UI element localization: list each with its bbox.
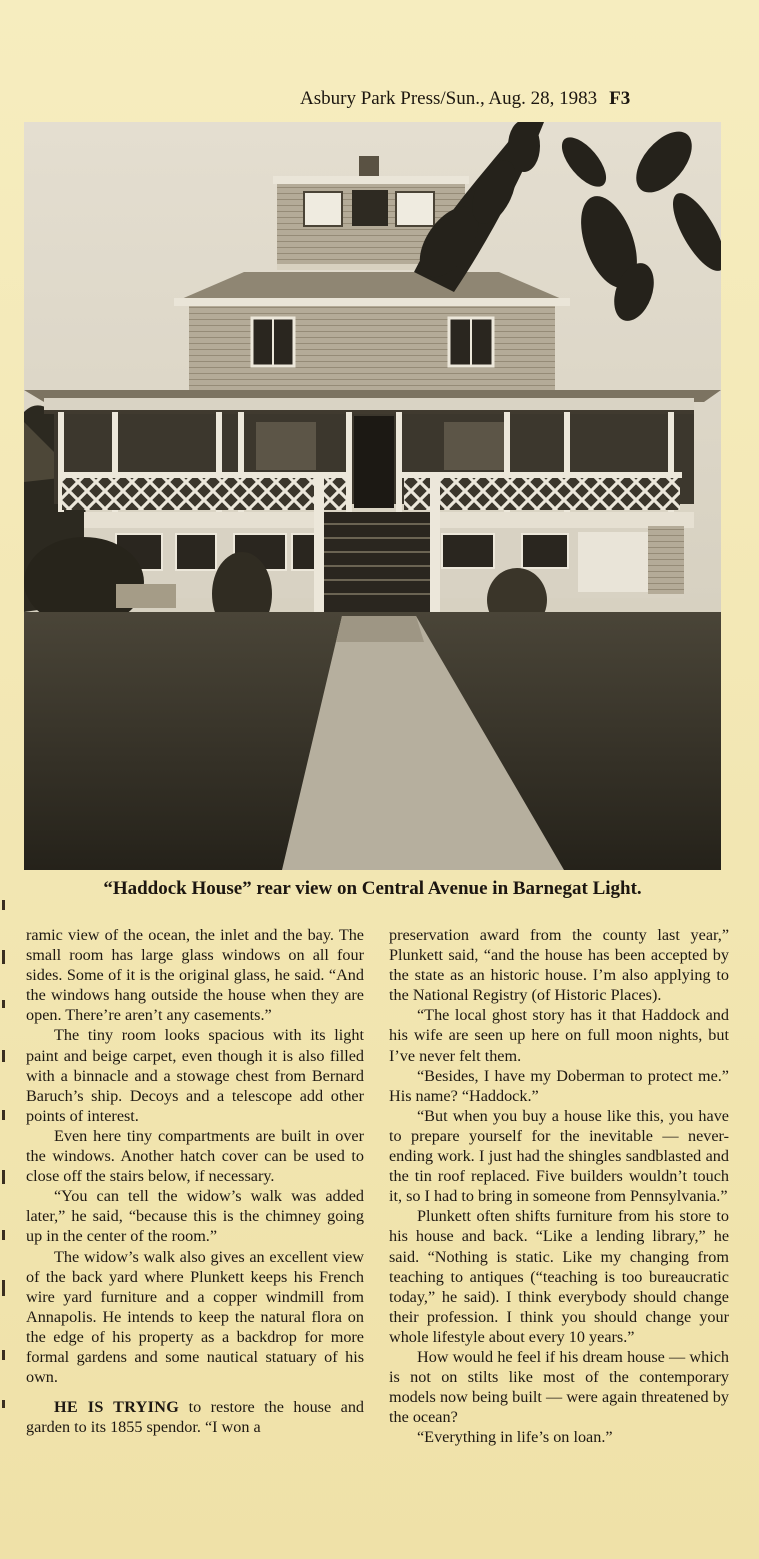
article-paragraph: Plunkett often shifts furniture from his store to his house and back. “Like a lending library,” he said. “Nothing is static. Like my changing from teaching to antiques (“teaching is too bureaucratic today,” he said). I think everybody should change their profession. I think you should change your whole lifestyle about every 10 years.” — [389, 1207, 729, 1346]
article-paragraph: preservation award from the county last year,” Plunkett said, “and the house has been accepted by the state as an historic house. I’m also applying to the National Registry (of Historic Places). — [389, 926, 729, 1005]
article-paragraph: The widow’s walk also gives an excellent view of the back yard where Plunkett keeps his French wire yard furniture and a copper windmill from Annapolis. He intends to keep the natural flora on the edge of his property as a backdrop for more formal gardens and some nautical statuary of his own. — [26, 1247, 364, 1387]
article-paragraph: Even here tiny compartments are built in over the windows. Another hatch cover can be used to close off the stairs below, if necessary. — [26, 1126, 364, 1186]
front-door — [354, 416, 394, 508]
house-photo — [24, 122, 721, 870]
left-railing — [62, 476, 346, 510]
article-paragraph: The tiny room looks spacious with its light paint and beige carpet, even though it is also filled with a binnacle and a stowage chest from Bernard Baruch’s ship. Decoys and a telescope add other points of interest. — [26, 1026, 364, 1125]
page-header — [300, 88, 720, 110]
article-paragraph: “But when you buy a house like this, you have to prepare yourself for the inevitable — never-ending work. I just had the shingles sandblasted and the tin roof replaced. Five builders wouldn’t touch it, so I had to bring in someone from Pennsylvania.” — [389, 1106, 729, 1206]
article-right-column — [389, 925, 729, 1447]
article-paragraph: “Everything in life’s on loan.” — [417, 1428, 613, 1447]
article-paragraph: ramic view of the ocean, the inlet and the bay. The small room has large glass windows on all four sides. Some of it is the original glass, he said. “And the windows hang outside the house when they are open. There’re aren’t any casements.” — [26, 926, 364, 1025]
subhead-lead-in: HE IS TRYING — [54, 1398, 180, 1417]
photo-caption: “Haddock House” rear view on Central Avenue in Barnegat Light. — [103, 878, 642, 899]
article-paragraph-subhead — [26, 1397, 364, 1437]
page-number: F3 — [609, 88, 631, 109]
adjacent-column-edge — [0, 880, 10, 1440]
article-paragraph: “Besides, I have my Doberman to protect me.” His name? “Haddock.” — [389, 1066, 729, 1105]
article-paragraph: “You can tell the widow’s walk was added later,” he said, “because this is the chimney going up in the center of the room.” — [26, 1187, 364, 1246]
main-roof — [179, 272, 564, 300]
house-illustration — [24, 122, 721, 870]
right-railing — [404, 476, 680, 510]
article-left-column — [26, 925, 364, 1437]
article-paragraph: How would he feel if his dream house — which is not on stilts like most of the contemporary models now being built — were again threatened by the ocean? — [389, 1347, 729, 1427]
second-story — [189, 306, 555, 392]
publication-dateline: Asbury Park Press/Sun., Aug. 28, 1983 — [300, 88, 598, 109]
subhead-text: to restore the house and garden to its 1855 spendor. “I won a — [26, 1398, 365, 1437]
article-paragraph: “The local ghost story has it that Haddock and his wife are seen up here on full moon nights, but I’ve never felt them. — [389, 1006, 729, 1065]
